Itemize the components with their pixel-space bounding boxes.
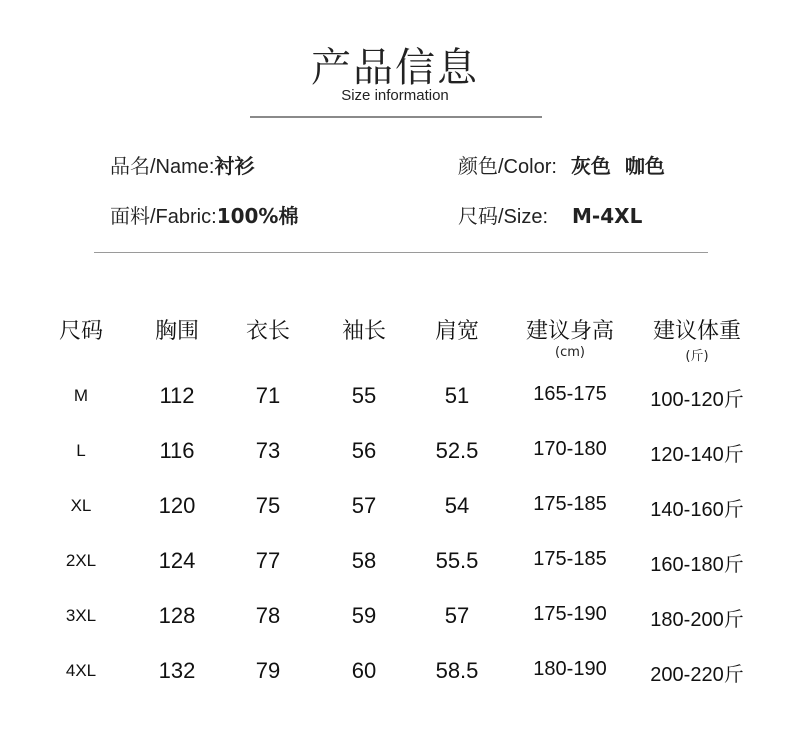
cell-weight: 160-180斤 bbox=[650, 554, 744, 576]
cell-weight: 100-120斤 bbox=[650, 389, 744, 411]
cell-length: 71 bbox=[255, 383, 281, 408]
subheader-weight: (斤) bbox=[685, 349, 709, 364]
cell-chest: 120 bbox=[158, 493, 196, 518]
cell-sleeve: 55 bbox=[351, 383, 377, 408]
color-label: 颜色/Color: bbox=[458, 156, 557, 178]
cell-shoulder: 51 bbox=[444, 383, 470, 408]
cell-shoulder: 55.5 bbox=[435, 548, 479, 573]
cell-sleeve: 57 bbox=[351, 493, 377, 518]
cell-sleeve: 56 bbox=[351, 438, 377, 463]
page-subtitle: Size information bbox=[341, 87, 449, 104]
cell-chest: 116 bbox=[159, 438, 195, 463]
fabric-label: 面料/Fabric: bbox=[110, 206, 217, 228]
cell-sleeve: 60 bbox=[351, 658, 377, 683]
section-divider bbox=[94, 252, 708, 253]
cell-height: 175-190 bbox=[533, 603, 607, 625]
fabric-value: 100%棉 bbox=[216, 204, 299, 228]
cell-sleeve: 59 bbox=[351, 603, 377, 628]
cell-size: XL bbox=[70, 496, 92, 515]
cell-length: 78 bbox=[255, 603, 281, 628]
title-divider bbox=[250, 116, 542, 118]
cell-chest: 128 bbox=[158, 603, 196, 628]
cell-length: 79 bbox=[255, 658, 281, 683]
name-label: 品名/Name: bbox=[110, 156, 215, 178]
cell-weight: 140-160斤 bbox=[650, 499, 744, 521]
cell-size: 2XL bbox=[65, 551, 97, 570]
cell-shoulder: 54 bbox=[444, 493, 470, 518]
cell-shoulder: 58.5 bbox=[435, 658, 479, 683]
header-height: 建议身高 bbox=[525, 319, 614, 344]
cell-size: 4XL bbox=[65, 661, 97, 680]
header-sleeve: 袖长 bbox=[341, 319, 386, 344]
cell-shoulder: 52.5 bbox=[435, 438, 479, 463]
header-chest: 胸围 bbox=[154, 319, 199, 344]
size-value: M-4XL bbox=[572, 204, 643, 228]
info-name bbox=[110, 150, 254, 179]
cell-height: 175-185 bbox=[533, 548, 607, 570]
cell-height: 165-175 bbox=[533, 383, 607, 405]
header-size: 尺码 bbox=[58, 319, 103, 344]
cell-height: 170-180 bbox=[533, 438, 607, 460]
cell-chest: 132 bbox=[158, 658, 196, 683]
cell-shoulder: 57 bbox=[444, 603, 470, 628]
cell-weight: 180-200斤 bbox=[650, 609, 744, 631]
size-label: 尺码/Size: bbox=[458, 206, 549, 228]
header-shoulder: 肩宽 bbox=[434, 319, 479, 344]
cell-size: L bbox=[76, 441, 86, 460]
header-weight: 建议体重 bbox=[652, 319, 741, 344]
cell-size: M bbox=[73, 386, 89, 405]
cell-sleeve: 58 bbox=[351, 548, 377, 573]
subheader-height: (cm) bbox=[555, 345, 585, 360]
page-title: 产品信息 bbox=[311, 45, 479, 91]
cell-chest: 112 bbox=[159, 383, 195, 408]
cell-length: 77 bbox=[255, 548, 281, 573]
cell-size: 3XL bbox=[65, 606, 97, 625]
cell-height: 180-190 bbox=[533, 658, 607, 680]
info-color bbox=[458, 150, 665, 179]
header-length: 衣长 bbox=[245, 319, 290, 344]
color-value: 灰色 咖色 bbox=[570, 154, 665, 178]
cell-height: 175-185 bbox=[533, 493, 607, 515]
cell-weight: 120-140斤 bbox=[650, 444, 744, 466]
cell-length: 75 bbox=[255, 493, 281, 518]
name-value: 衬衫 bbox=[214, 154, 255, 178]
cell-chest: 124 bbox=[158, 548, 196, 573]
info-fabric bbox=[110, 200, 298, 229]
cell-length: 73 bbox=[255, 438, 281, 463]
cell-weight: 200-220斤 bbox=[650, 664, 744, 686]
info-size bbox=[458, 200, 642, 229]
